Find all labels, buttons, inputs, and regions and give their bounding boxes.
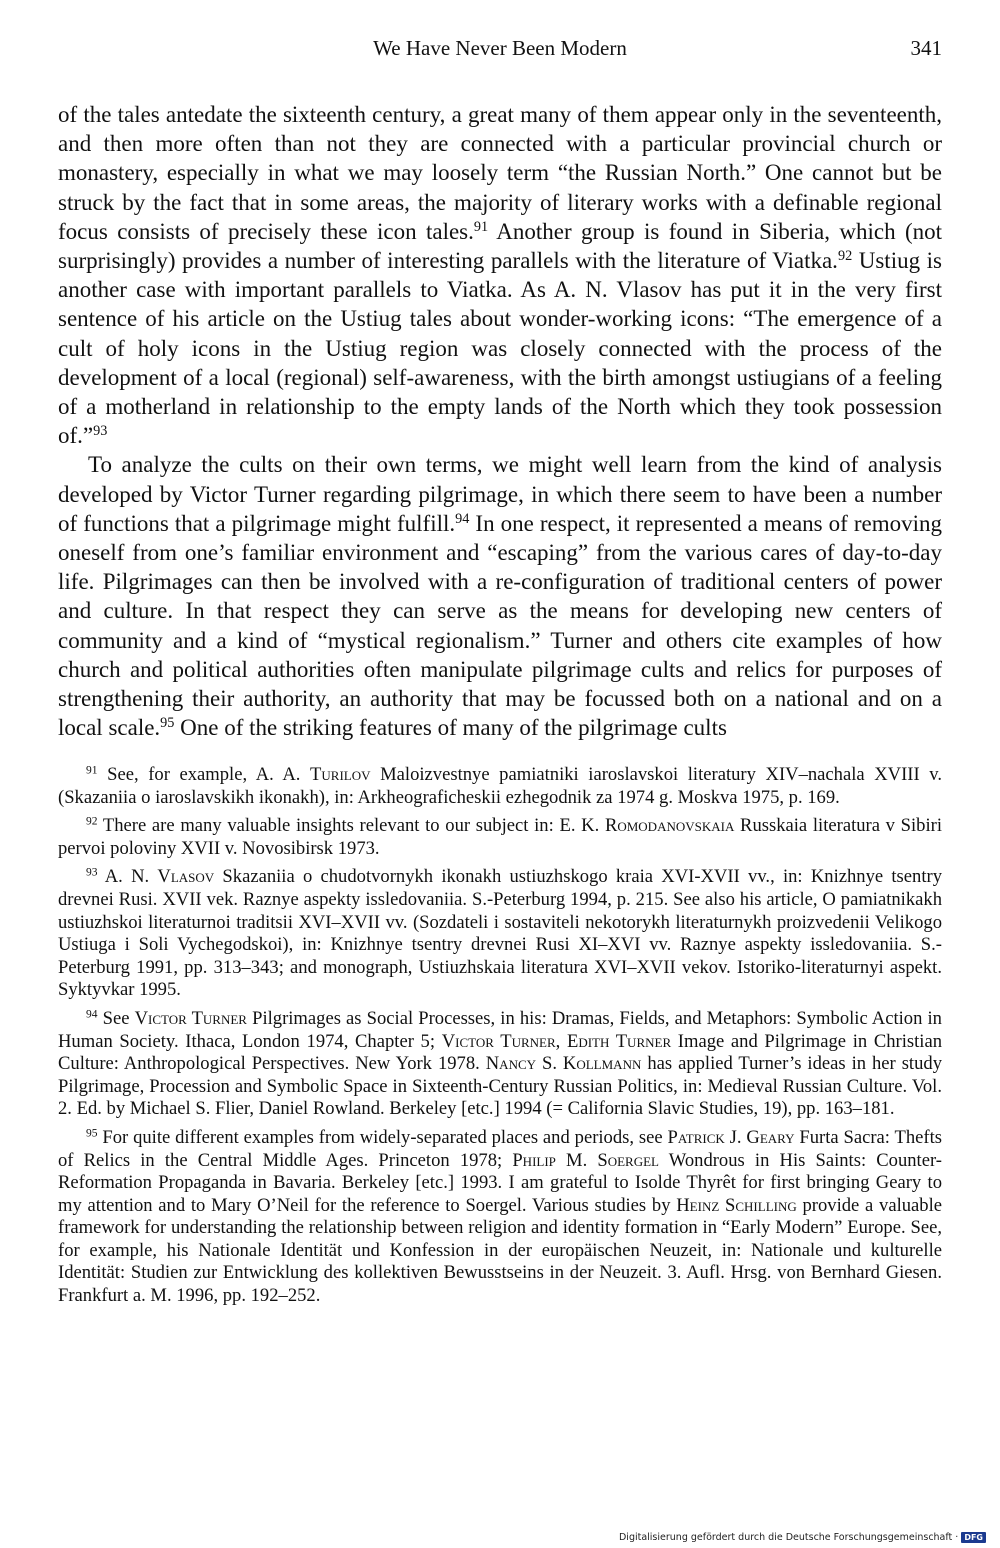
- text-run: Image and Pilgrimage in Christian Culture: Anthropological Perspectives. New York 1978.: [58, 1030, 942, 1075]
- footnote-marker: 94: [86, 1008, 98, 1021]
- running-head: [58, 36, 942, 66]
- text-run: In one respect, it represented a means of removing oneself from one’s familiar environment and “escaping” from the various cares of day-to-day life. Pilgrimages can then be involved with a re-configuration of traditional centers of power and culture. In that respect they can serve as the means for developing new centers of community and a kind of “mystical regionalism.” Turner and others cite examples of how church and political authorities often manipulate pilgrimage cults and relics for purposes of strengthening their authority, an authority that may be focussed both on a national and on a local scale.: [58, 510, 942, 741]
- footnote-marker: 92: [837, 248, 853, 265]
- footnote-marker: 94: [455, 511, 470, 528]
- footnote-marker: 92: [86, 815, 98, 828]
- text-run: Skazaniia o chudotvornykh ikonakh ustiuzhskogo kraia XVI-XVII vv., in: Knizhnye tsentry drevnei Rusi. XVII vek. Raznye aspekty issledovaniia. S.-Peterburg 1994, p. 215. See also his article, O pamiatnikakh ustiuzhskoi literaturnoi traditsii XVI–XVII vv. (Sozdateli i sostaviteli nekotorykh literaturnykh proizvedenii Velikogo Ustiuga i Soli Vychegodskoi), in: Knizhnye tsentry drevnei Rusi XI–XVI vv. Raznye aspekty issledovaniia. S.-Peterburg 1991, pp. 313–343; and monograph, Ustiuzhskaia literatura XVI–XVII vekov. Istoriko-literaturnyi aspekt. Syktyvkar 1995.: [58, 866, 942, 1001]
- text-run: Maloizvestnye pamiatniki iaroslavskoi literatury XIV–nachala XVIII v. (Skazaniia o iaroslavskikh ikonakh), in: Arkheograficheskii ezhegodnik za 1974 g. Moskva 1975, p. 169.: [58, 764, 943, 808]
- text-run: Pilgrimages as Social Processes, in his: Dramas, Fields, and Metaphors: Symbolic Action in Human Society. Ithaca, London 1974, Chapter 5;: [58, 1007, 942, 1052]
- footnote: [58, 1127, 942, 1308]
- main-text: [58, 100, 942, 742]
- author-name: Vlasov: [157, 866, 215, 888]
- running-title: We Have Never Been Modern: [373, 36, 627, 60]
- text-run: provide a valuable framework for understanding the relationship between religion and identity formation in “Early Modern” Europe. See, for example, his Nationale Identität und Konfession in der europäischen Neuzeit, in: Nationale und kulturelle Identität: Studien zur Entwicklung des kollektiven Bewusstseins in der Neuzeit. 3. Aufl. Hrsg. von Bernhard Giesen. Frankfurt a. M. 1996, pp. 192–252.: [58, 1194, 943, 1307]
- author-name: Turilov: [310, 764, 371, 785]
- text-run: There are many valuable insights relevant to our subject in: E. K.: [97, 815, 605, 837]
- author-name: Patrick J. Geary: [667, 1126, 795, 1148]
- footnote: [58, 815, 942, 860]
- author-name: Victor Turner, Edith Turner: [441, 1030, 672, 1052]
- digitization-note: Digitalisierung gefördert durch die Deutsche Forschungsgemeinschaft ·: [618, 1531, 959, 1543]
- text-run: One of the striking features of many of the pilgrimage cults: [174, 715, 727, 741]
- footnote: [58, 866, 942, 1002]
- author-name: Philip M. Soergel: [512, 1149, 659, 1171]
- text-run: Wondrous in His Saints: Counter-Reformation Propaganda in Bavaria. Berkeley [etc.] 1993. I am grateful to Isolde Thyrêt for first bringing Geary to my attention and to Mary O’Neil for the reference to Soergel. Various studies by: [58, 1149, 942, 1216]
- footnote-marker: 91: [86, 764, 98, 777]
- author-name: Nancy S. Kollmann: [485, 1053, 642, 1075]
- text-run: of the tales antedate the sixteenth century, a great many of them appear only in the seventeenth, and then more often than not they are connected with a particular provincial church or monastery, especially in what we may loosely term “the Russian North.” One cannot but be struck by the fact that in some areas, the majority of literary works with a definable regional focus consists of precisely these icon tales.: [58, 102, 942, 244]
- text-run: Russkaia literatura v Sibiri pervoi poloviny XVII v. Novosibirsk 1973.: [58, 815, 942, 859]
- footnote: [58, 764, 942, 809]
- text-run: Ustiug is another case with important parallels to Viatka. As A. N. Vlasov has put it in the very first sentence of his article on the Ustiug tales about wonder-working icons: “The emergence of a cult of holy icons in the Ustiug region was closely connected with the process of the development of a local (regional) self-awareness, with the birth amongst ustiugians of a feeling of a motherland in relationship to the empty lands of the North which they took possession of.”: [58, 248, 942, 449]
- text-run: Furta Sacra: Thefts of Relics in the Central Middle Ages. Princeton 1978;: [58, 1126, 942, 1171]
- page-number: 341: [910, 36, 942, 60]
- text-run: Another group is found in Siberia, which (not surprisingly) provides a number of interesting parallels with the literature of Viatka.: [58, 218, 942, 274]
- digitization-footer: [619, 1530, 986, 1544]
- author-name: Heinz Schilling: [676, 1194, 797, 1216]
- author-name: Victor Turner: [134, 1007, 247, 1029]
- text-run: For quite different examples from widely-separated places and periods, see: [97, 1126, 668, 1148]
- text-run: A. N.: [97, 866, 158, 888]
- text-run: See, for example, A. A.: [97, 764, 311, 785]
- dfg-logo-icon: DFG: [961, 1532, 986, 1543]
- footnote: [58, 1008, 942, 1121]
- footnote-marker: 93: [86, 867, 98, 880]
- footnote-marker: 95: [86, 1127, 98, 1140]
- paragraph: [58, 450, 942, 742]
- author-name: Romodanovskaia: [604, 815, 735, 837]
- paragraph: [58, 100, 942, 450]
- footnote-marker: 95: [160, 715, 175, 732]
- text-run: To analyze the cults on their own terms, we might well learn from the kind of analysis developed by Victor Turner regarding pilgrimage, in which there seem to have been a number of functions that a pilgrimage might fulfill.: [58, 452, 942, 536]
- footnotes: [58, 764, 942, 1314]
- text-run: has applied Turner’s ideas in her study Pilgrimage, Procession and Symbolic Space in Sixteenth-Century Russian Politics, in: Medieval Russian Culture. Vol. 2. Ed. by Michael S. Flier, Daniel Rowland. Berkeley [etc.] 1994 (= California Slavic Studies, 19), pp. 163–181.: [58, 1053, 942, 1120]
- footnote-marker: 93: [93, 423, 108, 440]
- footnote-marker: 91: [473, 218, 489, 235]
- text-run: See: [97, 1007, 135, 1029]
